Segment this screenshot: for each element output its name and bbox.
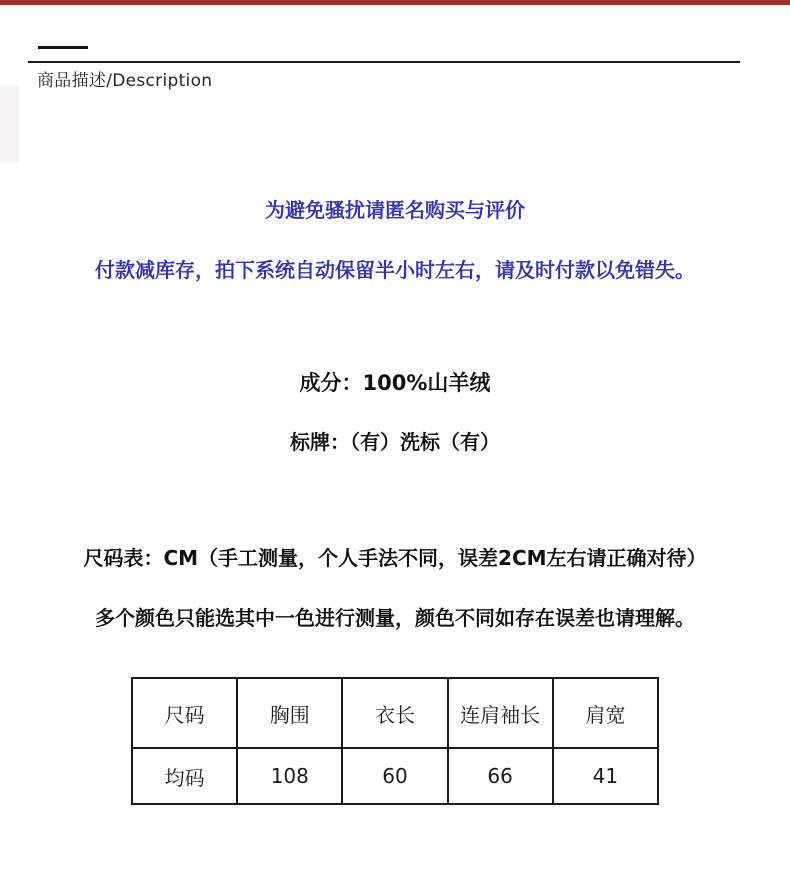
size-table-header-shoulder: 肩宽 bbox=[553, 678, 658, 748]
size-table-cell-size: 均码 bbox=[132, 748, 237, 804]
composition-text: 成分：100%山羊绒 bbox=[299, 371, 491, 395]
labels-text: 标牌：（有）洗标（有） bbox=[290, 430, 500, 454]
size-table-header-size: 尺码 bbox=[132, 678, 237, 748]
size-table-cell-sleeve: 66 bbox=[448, 748, 553, 804]
size-table bbox=[131, 677, 659, 805]
size-table-header-row bbox=[132, 678, 658, 748]
header-dash bbox=[38, 46, 88, 49]
size-chart-color-note: 多个颜色只能选其中一色进行测量，颜色不同如存在误差也请理解。 bbox=[95, 606, 695, 630]
size-table-cell-length: 60 bbox=[342, 748, 447, 804]
left-edge-artifact bbox=[0, 86, 19, 162]
size-chart-measure-note: 尺码表：CM（手工测量，个人手法不同，误差2CM左右请正确对待） bbox=[83, 546, 707, 570]
size-table-cell-shoulder: 41 bbox=[553, 748, 658, 804]
payment-reserve-notice: 付款减库存，拍下系统自动保留半小时左右，请及时付款以免错失。 bbox=[95, 258, 695, 282]
size-table-data-row bbox=[132, 748, 658, 804]
size-table-cell-bust: 108 bbox=[237, 748, 342, 804]
section-title: 商品描述/Description bbox=[37, 71, 213, 91]
size-table-header-bust: 胸围 bbox=[237, 678, 342, 748]
top-accent-bar bbox=[0, 0, 790, 5]
size-table-header-length: 衣长 bbox=[342, 678, 447, 748]
size-table-header-sleeve: 连肩袖长 bbox=[448, 678, 553, 748]
anonymous-purchase-notice: 为避免骚扰请匿名购买与评价 bbox=[265, 198, 525, 222]
header-rule bbox=[28, 61, 740, 63]
